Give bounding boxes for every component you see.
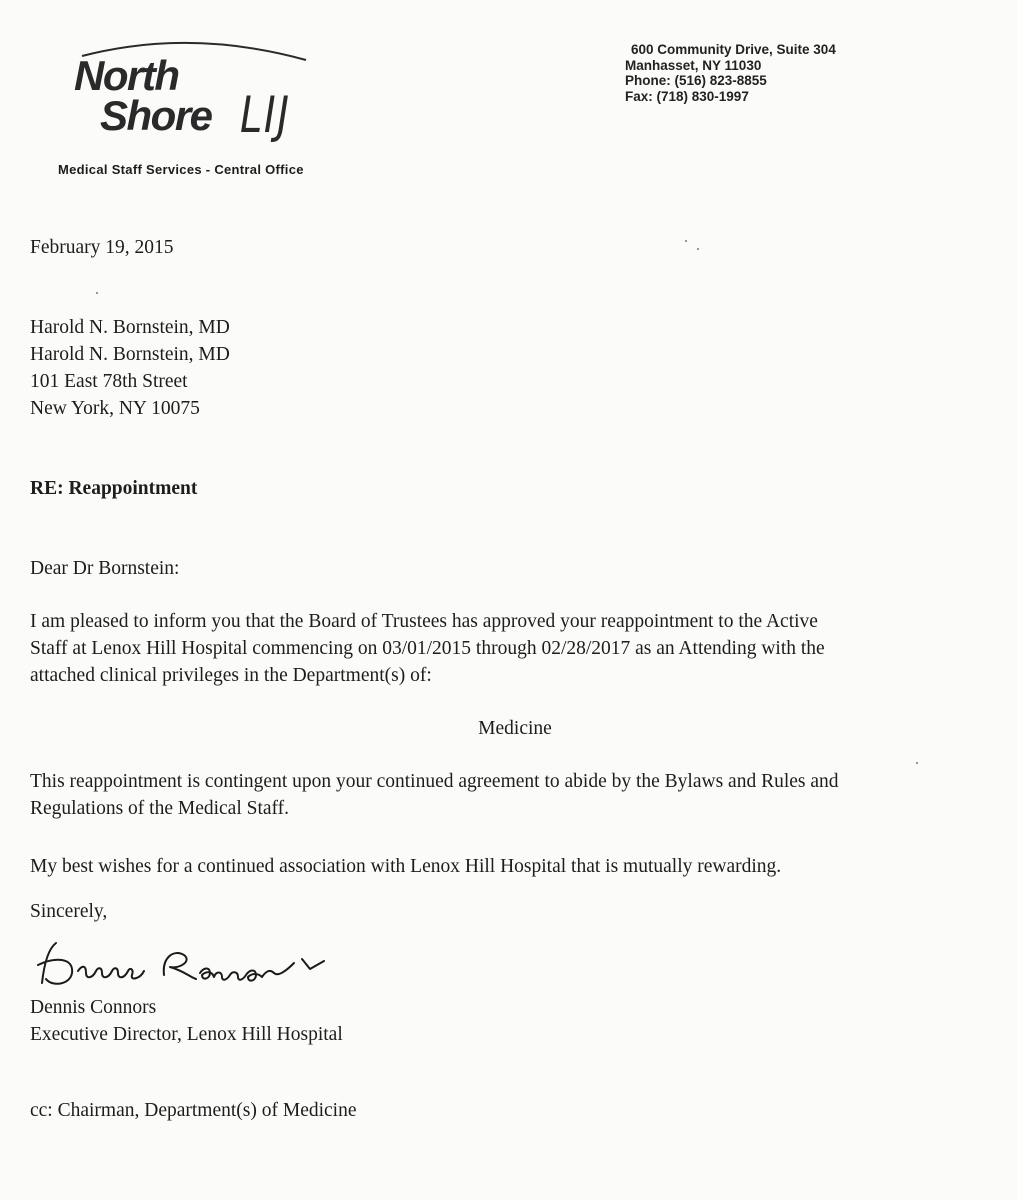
cc-line: cc: Chairman, Department(s) of Medicine [30, 1100, 357, 1121]
signer-name: Dennis Connors [30, 997, 157, 1018]
paragraph-line: This reappointment is contingent upon your continued agreement to abide by the Bylaws and Rules and [30, 771, 839, 792]
handwritten-signature [34, 935, 334, 996]
letterhead-address [625, 42, 836, 104]
recipient-line: Harold N. Bornstein, MD [30, 344, 230, 365]
scan-speck [916, 762, 918, 764]
recipient-line: 101 East 78th Street [30, 371, 188, 392]
logo-word-north: North [74, 52, 179, 99]
paragraph-line: Regulations of the Medical Staff. [30, 798, 290, 819]
address-phone: Phone: (516) 823-8855 [625, 73, 767, 88]
north-shore-lij-logo [70, 34, 340, 146]
paragraph-line: I am pleased to inform you that the Board of Trustees has approved your reappointment to the Active [30, 611, 818, 632]
recipient-block [30, 314, 230, 422]
logo-mark-lij: LIJ [240, 86, 291, 144]
paragraph-wishes: My best wishes for a continued association with Lenox Hill Hospital that is mutually rewarding. [30, 856, 782, 877]
logo-word-shore: Shore [100, 92, 212, 139]
subject-line: RE: Reappointment [30, 478, 198, 499]
recipient-line: New York, NY 10075 [30, 398, 200, 419]
paragraph-contingency [30, 768, 990, 822]
signer-block [30, 994, 343, 1048]
paragraph-approval [30, 608, 980, 689]
salutation: Dear Dr Bornstein: [30, 558, 180, 579]
scan-speck [697, 248, 699, 250]
letterhead-subhead: Medical Staff Services - Central Office [58, 162, 304, 177]
address-line: 600 Community Drive, Suite 304 [631, 42, 836, 57]
address-fax: Fax: (718) 830-1997 [625, 88, 749, 104]
letter-date: February 19, 2015 [30, 237, 174, 258]
address-line: Manhasset, NY 11030 [625, 57, 762, 73]
paragraph-line: attached clinical privileges in the Department(s) of: [30, 665, 432, 686]
signer-title: Executive Director, Lenox Hill Hospital [30, 1024, 343, 1045]
paragraph-line: Staff at Lenox Hill Hospital commencing on 03/01/2015 through 02/28/2017 as an Attending with the [30, 638, 825, 659]
recipient-line: Harold N. Bornstein, MD [30, 317, 230, 338]
scan-speck [685, 240, 687, 242]
closing: Sincerely, [30, 901, 108, 922]
department-name: Medicine [478, 718, 552, 739]
scan-speck [96, 292, 98, 294]
